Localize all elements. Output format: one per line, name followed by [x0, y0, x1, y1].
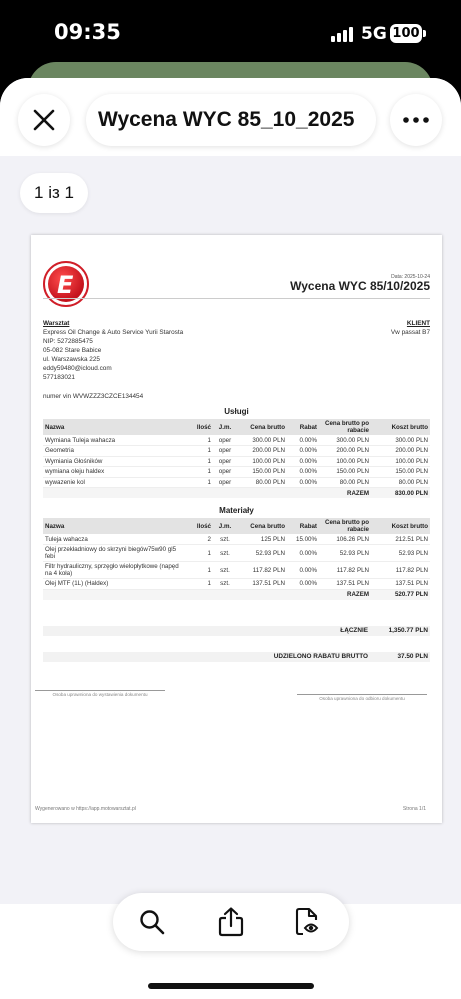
close-button[interactable] — [18, 94, 70, 146]
cell: 0.00% — [287, 579, 319, 590]
cell: 0.00% — [287, 467, 319, 478]
cell: 80.00 PLN — [371, 477, 430, 488]
cell: 150.00 PLN — [319, 467, 371, 478]
divider — [43, 298, 430, 299]
cell: oper — [213, 456, 237, 467]
cell: 117.82 PLN — [371, 562, 430, 579]
cell: 1 — [183, 435, 213, 446]
cell: 52.93 PLN — [371, 545, 430, 562]
document-title[interactable]: Wycena WYC 85_10_2025 — [86, 94, 376, 146]
cell: Olej MTF (1L) (Haldex) — [43, 579, 183, 590]
cell: 80.00 PLN — [237, 477, 287, 488]
discount-label: UDZIELONO RABATU BRUTTO — [273, 653, 368, 660]
table-row — [43, 435, 430, 446]
table-header-row — [43, 419, 430, 435]
cell: 125 PLN — [237, 534, 287, 545]
signature-issuer: Osoba uprawniona do wystawienia dokumentu — [35, 690, 165, 697]
signature-receiver: Osoba uprawniona do odbioru dokumentu — [297, 694, 427, 701]
table-row — [43, 477, 430, 488]
vin-number: numer vin WVWZZZ3CZCE134454 — [43, 393, 144, 400]
col-header: Ilość — [183, 419, 213, 435]
materials-title: Materiały — [219, 506, 254, 515]
cell: 117.82 PLN — [319, 562, 371, 579]
col-header: Cena brutto po rabacie — [319, 419, 371, 435]
search-icon — [139, 909, 165, 935]
cell: Olej przekładniowy do skrzyni biegów75w90 gl5 febi — [43, 545, 183, 562]
cell: Wymiania Głośników — [43, 456, 183, 467]
page-indicator: 1 із 1 — [20, 173, 88, 213]
cell: Tuleja wahacza — [43, 534, 183, 545]
sum-value: 520.77 PLN — [371, 589, 430, 600]
cell: 15.00% — [287, 534, 319, 545]
cell: szt. — [213, 579, 237, 590]
status-time: 09:35 — [54, 20, 121, 44]
grand-total-bar — [43, 626, 430, 636]
col-header: Koszt brutto — [371, 518, 430, 534]
col-header: Koszt brutto — [371, 419, 430, 435]
services-table — [43, 419, 430, 498]
cell: Geometria — [43, 446, 183, 457]
client-vehicle: Vw passat B7 — [390, 329, 430, 336]
cell: 1 — [183, 477, 213, 488]
workshop-line: eddy59480@icloud.com — [43, 365, 112, 372]
col-header: Ilość — [183, 518, 213, 534]
more-button[interactable] — [390, 94, 442, 146]
table-row — [43, 545, 430, 562]
col-header: Nazwa — [43, 518, 183, 534]
cell: 1 — [183, 545, 213, 562]
workshop-block — [43, 319, 263, 382]
share-icon — [217, 907, 245, 937]
cell: 137.51 PLN — [371, 579, 430, 590]
signal-icon — [331, 26, 355, 42]
client-heading: KLIENT — [406, 320, 430, 327]
table-row — [43, 534, 430, 545]
page-number: Strona 1/1 — [402, 806, 426, 812]
sum-row — [43, 589, 430, 600]
cell: 0.00% — [287, 435, 319, 446]
cell: szt. — [213, 534, 237, 545]
more-icon — [403, 117, 429, 123]
workshop-line: 05-082 Stare Babice — [43, 347, 102, 354]
quote-title: Wycena WYC 85/10/2025 — [290, 279, 430, 293]
generated-by: Wygenerowano w https://app.motowarsztat.pl — [35, 806, 136, 812]
status-bar — [0, 0, 461, 68]
cell: szt. — [213, 545, 237, 562]
services-title: Usługi — [224, 407, 249, 416]
cell: Filtr hydrauliczny, sprzęgło wielopłytkowe (napęd na 4 koła) — [43, 562, 183, 579]
workshop-line: Express Oil Change & Auto Service Yurii Starosta — [43, 329, 184, 336]
cell: wymiana oleju haldex — [43, 467, 183, 478]
cell: 150.00 PLN — [237, 467, 287, 478]
client-block — [310, 319, 430, 337]
cell: 212.51 PLN — [371, 534, 430, 545]
col-header: Rabat — [287, 518, 319, 534]
search-button[interactable] — [135, 905, 169, 939]
cell: 1 — [183, 562, 213, 579]
network-label: 5G — [361, 24, 387, 44]
battery-tip — [423, 30, 426, 37]
cell: 0.00% — [287, 456, 319, 467]
cell: 137.51 PLN — [319, 579, 371, 590]
battery-icon: 100 — [390, 24, 422, 43]
cell: 137.51 PLN — [237, 579, 287, 590]
cell: 200.00 PLN — [371, 446, 430, 457]
cell: 52.93 PLN — [237, 545, 287, 562]
share-button[interactable] — [214, 905, 248, 939]
cell: 100.00 PLN — [371, 456, 430, 467]
bottom-toolbar — [113, 893, 349, 951]
cell: oper — [213, 435, 237, 446]
cell: Wymiana Tuleja wahacza — [43, 435, 183, 446]
workshop-line: 577183021 — [43, 374, 75, 381]
cell: 117.82 PLN — [237, 562, 287, 579]
col-header: Cena brutto po rabacie — [319, 518, 371, 534]
cell: 1 — [183, 456, 213, 467]
cell: wywazenie kol — [43, 477, 183, 488]
grand-total-label: ŁĄCZNIE — [340, 627, 368, 634]
table-row — [43, 446, 430, 457]
discount-value: 37.50 PLN — [397, 653, 428, 660]
table-row — [43, 467, 430, 478]
close-icon — [33, 109, 55, 131]
cell: 1 — [183, 467, 213, 478]
col-header: J.m. — [213, 419, 237, 435]
document-date: Data: 2025-10-24 — [391, 274, 430, 280]
table-header-row — [43, 518, 430, 534]
cell: 1 — [183, 446, 213, 457]
cell: 0.00% — [287, 477, 319, 488]
cell: 106.26 PLN — [319, 534, 371, 545]
sum-label: RAZEM — [319, 589, 371, 600]
col-header: J.m. — [213, 518, 237, 534]
cell: 1 — [183, 579, 213, 590]
cell: szt. — [213, 562, 237, 579]
cell: 200.00 PLN — [237, 446, 287, 457]
cell: 52.93 PLN — [319, 545, 371, 562]
col-header: Rabat — [287, 419, 319, 435]
cell: 300.00 PLN — [371, 435, 430, 446]
sum-value: 830.00 PLN — [371, 488, 430, 499]
markup-icon — [294, 907, 322, 937]
cell: 300.00 PLN — [237, 435, 287, 446]
cell: 0.00% — [287, 562, 319, 579]
table-row — [43, 579, 430, 590]
cell: 2 — [183, 534, 213, 545]
sum-label: RAZEM — [319, 488, 371, 499]
cell: oper — [213, 477, 237, 488]
table-row — [43, 456, 430, 467]
workshop-line: NIP: 5272885475 — [43, 338, 93, 345]
table-row — [43, 562, 430, 579]
cell: 300.00 PLN — [319, 435, 371, 446]
markup-button[interactable] — [291, 905, 325, 939]
cell: oper — [213, 467, 237, 478]
cell: oper — [213, 446, 237, 457]
workshop-line: ul. Warszawska 225 — [43, 356, 100, 363]
col-header: Cena brutto — [237, 518, 287, 534]
cell: 100.00 PLN — [319, 456, 371, 467]
materials-table — [43, 518, 430, 600]
document-page[interactable] — [31, 235, 442, 823]
cell: 200.00 PLN — [319, 446, 371, 457]
cell: 150.00 PLN — [371, 467, 430, 478]
home-indicator[interactable] — [148, 983, 314, 989]
col-header: Nazwa — [43, 419, 183, 435]
company-logo: E — [43, 261, 89, 307]
col-header: Cena brutto — [237, 419, 287, 435]
sum-row — [43, 488, 430, 499]
discount-bar — [43, 652, 430, 662]
cell: 0.00% — [287, 545, 319, 562]
cell: 80.00 PLN — [319, 477, 371, 488]
cell: 100.00 PLN — [237, 456, 287, 467]
workshop-heading: Warsztat — [43, 320, 70, 327]
cell: 0.00% — [287, 446, 319, 457]
grand-total-value: 1,350.77 PLN — [388, 627, 428, 634]
